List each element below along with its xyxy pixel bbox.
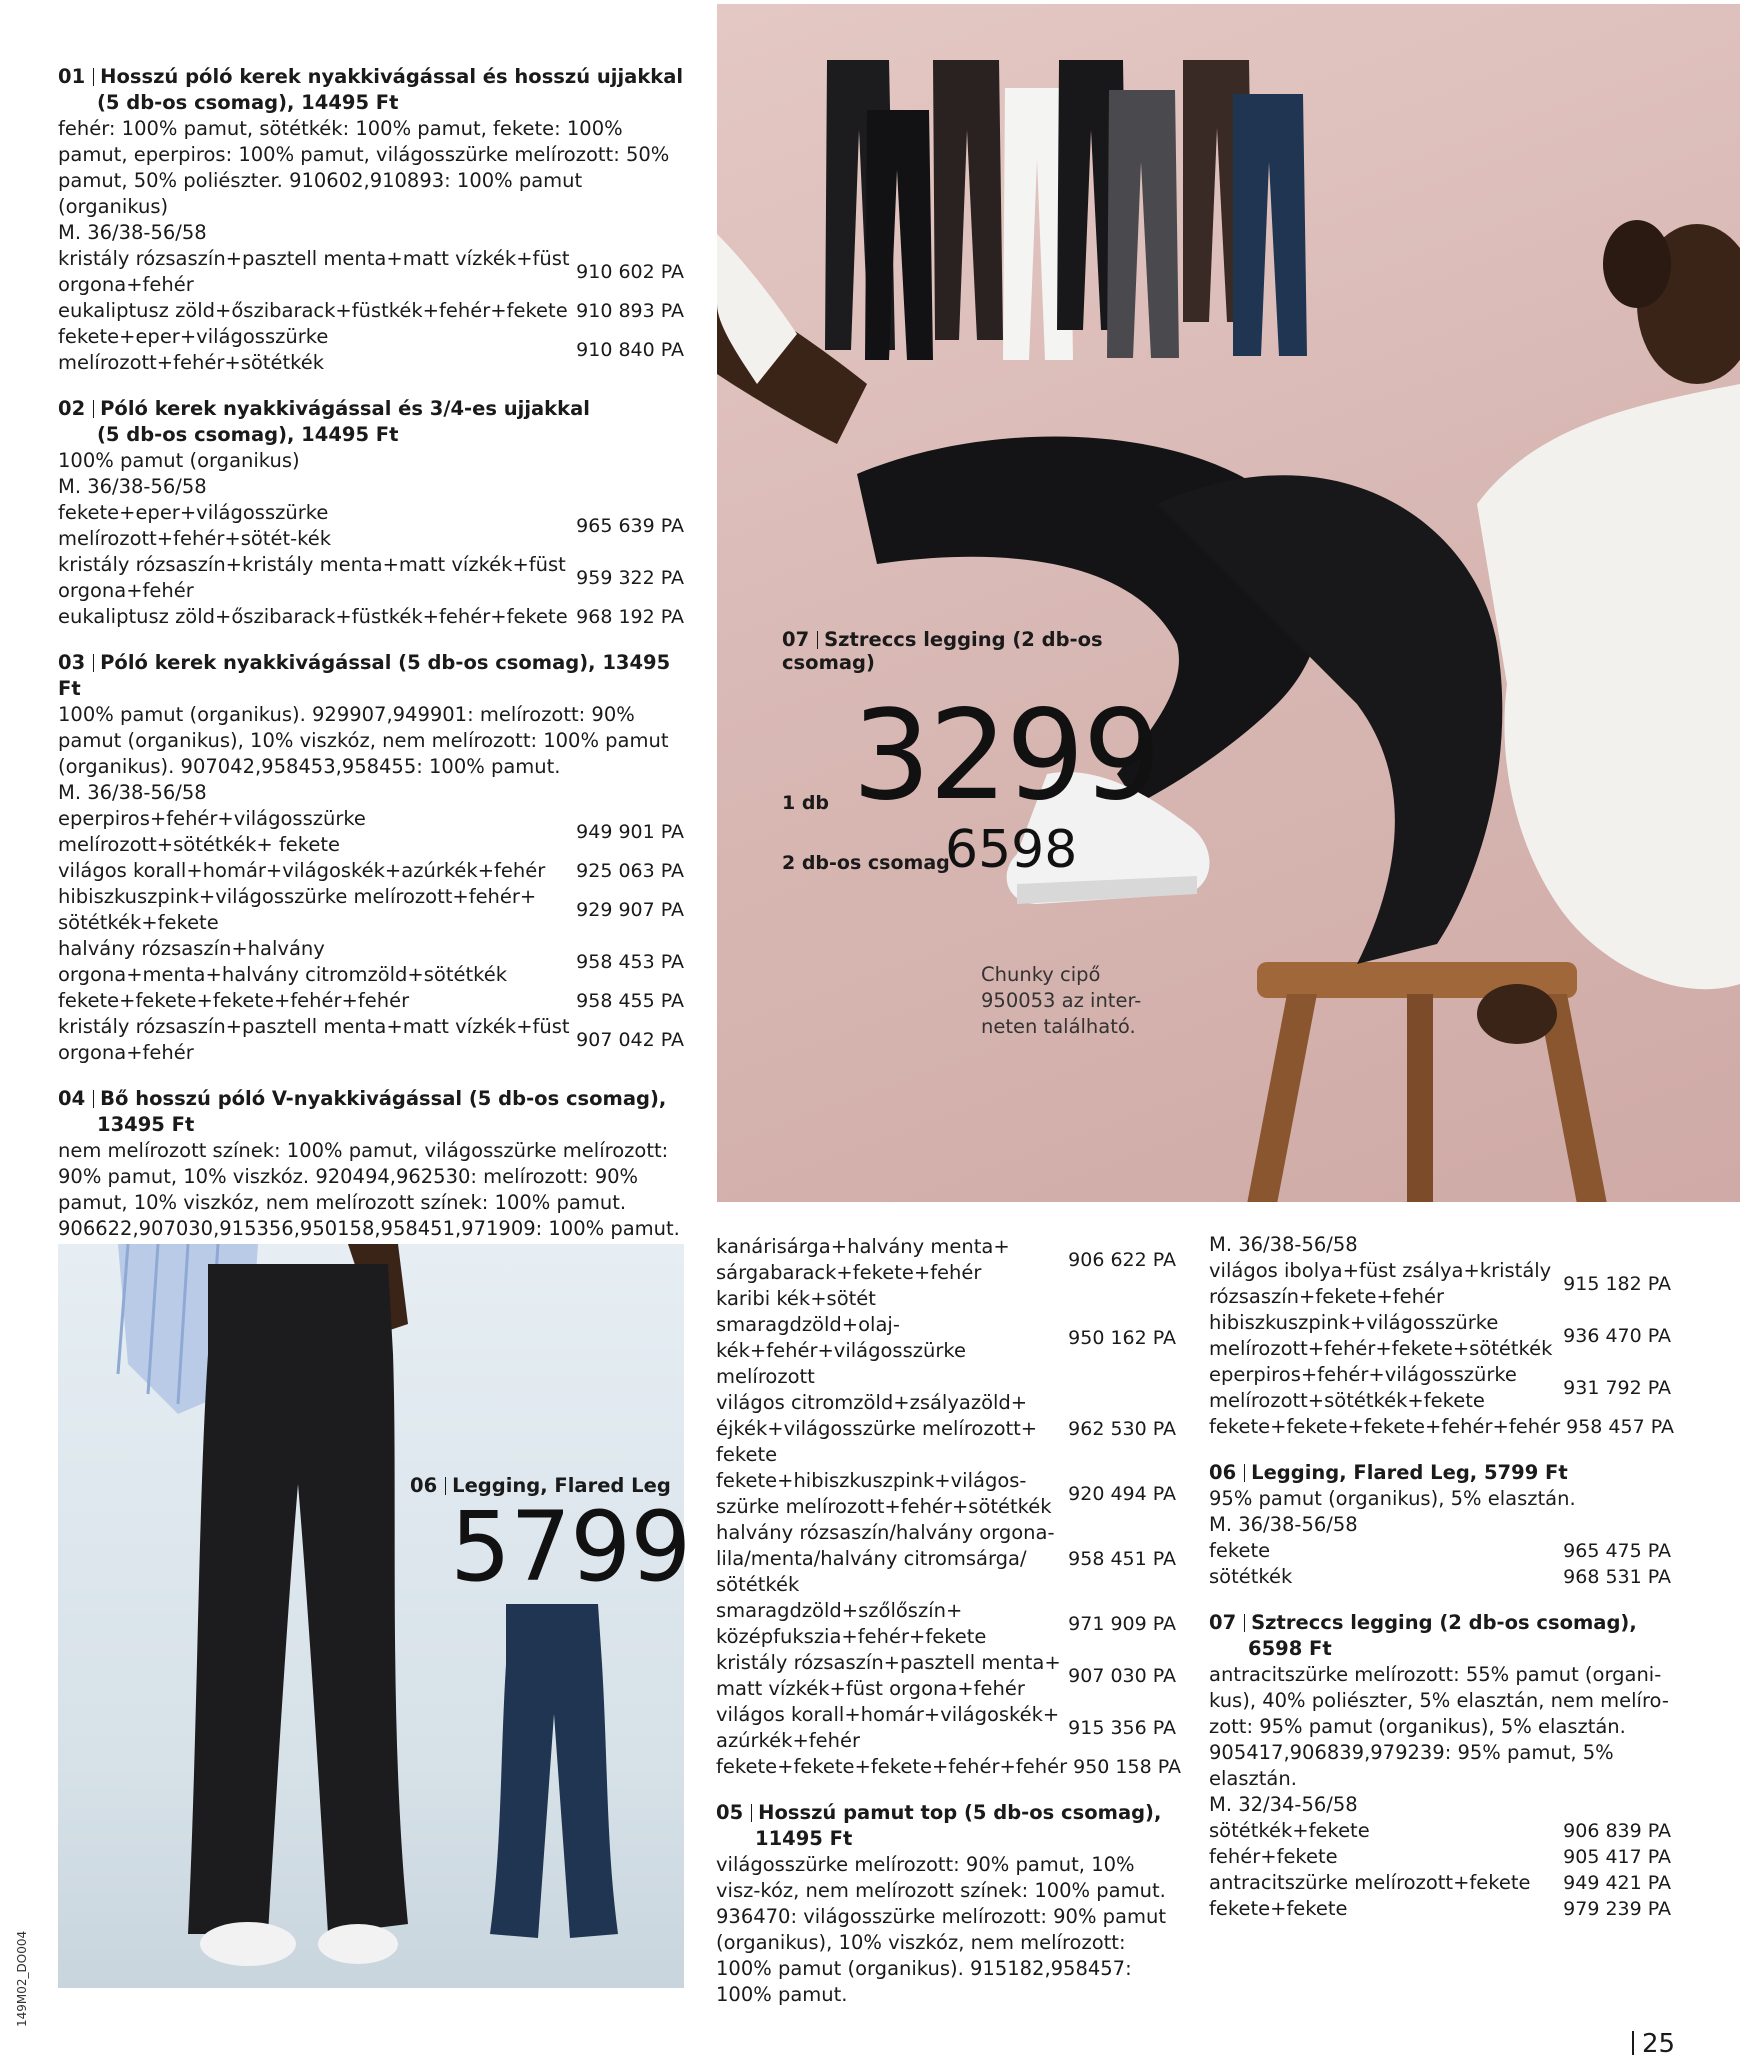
product-number: 04 — [58, 1090, 94, 1108]
variant-code: 968 531 PA — [1563, 1566, 1671, 1588]
model-face — [1603, 220, 1671, 308]
product-05-heading — [716, 1800, 1176, 1852]
page-number-bar — [1632, 2031, 1634, 2055]
column-2 — [716, 1234, 1181, 2028]
variant-code: 906 839 PA — [1563, 1820, 1671, 1842]
promo-07-prices — [782, 674, 1202, 914]
variant-code: 965 475 PA — [1563, 1540, 1671, 1562]
product-02 — [58, 396, 684, 630]
variant-colors: kristály rózsaszín+pasztell menta+matt vízkék+füst orgona+fehér — [58, 247, 570, 296]
variant-colors: fekete+eper+világosszürke melírozott+fehér+sötétkék — [58, 325, 329, 374]
variant-code: 949 901 PA — [576, 821, 684, 843]
product-04 — [58, 1086, 684, 1268]
variant-code: 907 042 PA — [576, 1029, 684, 1051]
variant-code: 910 602 PA — [576, 261, 684, 283]
variant-code: 950 158 PA — [1073, 1756, 1181, 1778]
variant-colors: fekete+fekete — [1209, 1897, 1348, 1920]
model-hand — [1477, 984, 1557, 1044]
size-range: M. 36/38-56/58 — [58, 221, 207, 244]
variant-row — [1209, 1870, 1671, 1896]
variant-row — [58, 936, 684, 988]
single-label: 1 db — [782, 792, 830, 814]
variant-colors: fekete — [1209, 1539, 1271, 1562]
side-code: 149M02_DO004 — [15, 1930, 29, 2027]
variant-code: 949 421 PA — [1563, 1872, 1671, 1894]
promo-06 — [410, 1474, 691, 1603]
variant-row — [58, 324, 684, 376]
variant-colors: világos citromzöld+zsályazöld+ éjkék+világosszürke melírozott+ fekete — [716, 1391, 1038, 1466]
flared-price: 5799 — [450, 1491, 691, 1603]
variant-row — [716, 1598, 1176, 1650]
variant-code: 920 494 PA — [1068, 1483, 1176, 1505]
variant-colors: smaragdzöld+szőlőszín+ középfukszia+fehér+fekete — [716, 1599, 987, 1648]
variant-row — [716, 1754, 1181, 1780]
variant-row — [1209, 1538, 1671, 1564]
page-number — [1632, 2030, 1675, 2058]
variant-row — [716, 1520, 1176, 1598]
variant-row — [58, 858, 684, 884]
variant-code: 962 530 PA — [1068, 1418, 1176, 1440]
size-range: M. 36/38-56/58 — [1209, 1513, 1358, 1536]
variant-row — [58, 806, 684, 858]
variant-colors: eperpiros+fehér+világosszürke melírozott+sötétkék+fekete — [1209, 1363, 1517, 1412]
product-number: 01 — [58, 68, 94, 86]
variant-colors: fekete+eper+világosszürke melírozott+fehér+sötét-kék — [58, 501, 332, 550]
variant-colors: sötétkék — [1209, 1565, 1293, 1588]
product-title: Póló kerek nyakkivágással és 3/4-es ujjakkal — [100, 397, 590, 420]
variant-row — [716, 1650, 1176, 1702]
sneaker-right — [318, 1924, 398, 1964]
folded-leggings — [825, 60, 1307, 360]
size-range: M. 36/38-56/58 — [1209, 1233, 1358, 1256]
variant-code: 959 322 PA — [576, 567, 684, 589]
variant-colors: fekete+fekete+fekete+fehér+fehér — [716, 1755, 1068, 1778]
column-3 — [1209, 1232, 1674, 1942]
product-05 — [716, 1800, 1176, 2008]
variant-colors: hibiszkuszpink+világosszürke melírozott+fehér+ sötétkék+fekete — [58, 885, 537, 934]
promo-number: 07 — [782, 631, 818, 649]
product-subtitle: 13495 Ft — [97, 1113, 195, 1136]
variant-colors: halvány rózsaszín+halvány orgona+menta+halvány citromzöld+sötétkék — [58, 937, 508, 986]
variant-row — [716, 1286, 1176, 1390]
variant-code: 915 356 PA — [1068, 1717, 1176, 1739]
product-subtitle: (5 db-os csomag), 14495 Ft — [97, 91, 399, 114]
product-number: 02 — [58, 400, 94, 418]
product-title: Póló kerek nyakkivágással (5 db-os csomag), 13495 Ft — [58, 651, 671, 700]
product-subtitle: 11495 Ft — [755, 1827, 853, 1850]
photo-illustration — [717, 4, 1740, 1202]
product-number: 07 — [1209, 1614, 1245, 1632]
wooden-stool — [1247, 962, 1607, 1202]
variant-colors: kristály rózsaszín+kristály menta+matt vízkék+füst orgona+fehér — [58, 553, 566, 602]
variant-row — [58, 552, 684, 604]
shoe-note: Chunky cipő 950053 az inter-neten található. — [981, 963, 1142, 1038]
variant-row — [58, 988, 684, 1014]
product-title: Hosszú póló kerek nyakkivágással és hosszú ujjakkal — [100, 65, 684, 88]
product-02-heading — [58, 396, 684, 448]
product-04-variants — [716, 1234, 1181, 1780]
variant-code: 915 182 PA — [1563, 1273, 1671, 1295]
product-03 — [58, 650, 684, 1066]
variant-code: 905 417 PA — [1563, 1846, 1671, 1868]
variant-colors: fehér+fekete — [1209, 1845, 1338, 1868]
variant-row — [716, 1702, 1176, 1754]
variant-row — [58, 884, 684, 936]
product-03-heading — [58, 650, 684, 702]
variant-code: 929 907 PA — [576, 899, 684, 921]
variant-colors: hibiszkuszpink+világosszürke melírozott+fehér+fekete+sötétkék — [1209, 1311, 1553, 1360]
column-1 — [58, 64, 684, 1288]
product-title: Legging, Flared Leg, 5799 Ft — [1251, 1461, 1568, 1484]
flared-photo-illustration — [58, 1244, 684, 1988]
product-01 — [58, 64, 684, 376]
variant-colors: világos korall+homár+világoskék+ azúrkék+fehér — [716, 1703, 1060, 1752]
variant-code: 950 162 PA — [1068, 1327, 1176, 1349]
variant-colors: kristály rózsaszín+pasztell menta+matt vízkék+füst orgona+fehér — [58, 1015, 570, 1064]
variant-colors: kanárisárga+halvány menta+ sárgabarack+fekete+fehér — [716, 1235, 1010, 1284]
pack-price: 6598 — [945, 820, 1078, 880]
product-07-heading — [1209, 1610, 1671, 1662]
size-range: M. 36/38-56/58 — [58, 475, 207, 498]
product-subtitle: (5 db-os csomag), 14495 Ft — [97, 423, 399, 446]
product-desc: antracitszürke melírozott: 55% pamut (organi-kus), 40% poliészter, 5% elasztán, nem melíro-zott: 95% pamut (organikus), 5% elasztán. 905417,906839,979239: 95% pamut, 5% elasztán. — [1209, 1663, 1669, 1790]
variant-code: 971 909 PA — [1068, 1613, 1176, 1635]
variant-code: 958 457 PA — [1566, 1416, 1674, 1438]
variant-colors: karibi kék+sötét smaragdzöld+olaj-kék+fehér+világosszürke melírozott — [716, 1287, 966, 1388]
promo-title: Sztreccs legging (2 db-os csomag) — [782, 628, 1103, 674]
variant-colors: eukaliptusz zöld+őszibarack+füstkék+fehér+fekete — [58, 299, 568, 322]
variant-code: 936 470 PA — [1563, 1325, 1671, 1347]
variant-colors: fekete+hibiszkuszpink+világos-szürke melírozott+fehér+sötétkék — [716, 1469, 1052, 1518]
variant-colors: világos korall+homár+világoskék+azúrkék+fehér — [58, 859, 546, 882]
product-07 — [1209, 1610, 1671, 1922]
variant-colors: fekete+fekete+fekete+fehér+fehér — [1209, 1415, 1561, 1438]
variant-code: 965 639 PA — [576, 515, 684, 537]
variant-code: 906 622 PA — [1068, 1249, 1176, 1271]
product-06 — [1209, 1460, 1671, 1590]
variant-code: 958 453 PA — [576, 951, 684, 973]
variant-colors: eukaliptusz zöld+őszibarack+füstkék+fehér+fekete — [58, 605, 568, 628]
variant-row — [58, 298, 684, 324]
variant-colors: antracitszürke melírozott+fekete — [1209, 1871, 1531, 1894]
variant-row — [1209, 1310, 1671, 1362]
product-04-heading — [58, 1086, 684, 1138]
variant-colors: világos ibolya+füst zsálya+kristály rózsaszín+fekete+fehér — [1209, 1259, 1552, 1308]
product-title: Bő hosszú póló V-nyakkivágással (5 db-os csomag), — [100, 1087, 667, 1110]
variant-code: 925 063 PA — [576, 860, 684, 882]
product-title: Hosszú pamut top (5 db-os csomag), — [758, 1801, 1162, 1824]
product-title: Sztreccs legging (2 db-os csomag), — [1251, 1611, 1637, 1634]
product-number: 06 — [1209, 1464, 1245, 1482]
product-05-variants — [1209, 1232, 1674, 1440]
flared-legging-product — [490, 1604, 618, 1938]
product-06-heading — [1209, 1460, 1671, 1486]
variant-code: 931 792 PA — [1563, 1377, 1671, 1399]
variant-code: 910 893 PA — [576, 300, 684, 322]
product-subtitle: 6598 Ft — [1248, 1637, 1332, 1660]
variant-row — [716, 1468, 1176, 1520]
variant-colors: kristály rózsaszín+pasztell menta+ matt vízkék+füst orgona+fehér — [716, 1651, 1061, 1700]
variant-code: 968 192 PA — [576, 606, 684, 628]
variant-colors: halvány rózsaszín/halvány orgona-lila/menta/halvány citromsárga/ sötétkék — [716, 1521, 1055, 1596]
page-number-text: 25 — [1642, 2029, 1676, 2059]
promo-07-title-row — [782, 628, 1202, 674]
product-01-heading — [58, 64, 684, 116]
product-desc: fehér: 100% pamut, sötétkék: 100% pamut, fekete: 100% pamut, eperpiros: 100% pamut, világosszürke melírozott: 50% pamut, 50% poliészter. 910602,910893: 100% pamut (organikus) — [58, 117, 670, 218]
product-desc: világosszürke melírozott: 90% pamut, 10% visz-kóz, nem melírozott színek: 100% pamut. 936470: világosszürke melírozott: 90% pamut (organikus), 10% viszkóz, nem melírozott: 100% pamut (organikus). 915182,958457: 100% pamut. — [716, 1853, 1167, 2006]
flared-legging-worn — [188, 1264, 408, 1934]
pack-label: 2 db-os csomag — [782, 852, 950, 874]
leggings-model-photo — [717, 4, 1740, 1202]
variant-row — [1209, 1362, 1671, 1414]
variant-row — [1209, 1896, 1671, 1922]
product-number: 05 — [716, 1804, 752, 1822]
variant-row — [1209, 1414, 1674, 1440]
variant-code: 907 030 PA — [1068, 1665, 1176, 1687]
variant-row — [1209, 1844, 1671, 1870]
variant-row — [716, 1234, 1176, 1286]
product-desc: nem melírozott színek: 100% pamut, világosszürke melírozott: 90% pamut, 10% viszkóz. 920494,962530: melírozott: 90% pamut, 10% viszkóz, nem melírozott színek: 100% pamut. 906622,907030,915356,950158,958451,971909: 100% pamut. — [58, 1139, 680, 1240]
promo-07 — [782, 628, 1202, 914]
variant-code: 958 455 PA — [576, 990, 684, 1012]
variant-colors: sötétkék+fekete — [1209, 1819, 1370, 1842]
variant-row — [1209, 1818, 1671, 1844]
variant-colors: fekete+fekete+fekete+fehér+fehér — [58, 989, 410, 1012]
promo-number: 06 — [410, 1477, 446, 1495]
variant-colors: eperpiros+fehér+világosszürke melírozott+sötétkék+ fekete — [58, 807, 366, 856]
single-price: 3299 — [852, 684, 1160, 828]
product-desc: 100% pamut (organikus) — [58, 449, 300, 472]
product-number: 03 — [58, 654, 94, 672]
variant-row — [1209, 1258, 1671, 1310]
flared-legging-photo — [58, 1244, 684, 1988]
product-desc: 95% pamut (organikus), 5% elasztán. — [1209, 1487, 1576, 1510]
variant-code: 958 451 PA — [1068, 1548, 1176, 1570]
variant-row — [58, 604, 684, 630]
size-range: M. 36/38-56/58 — [58, 781, 207, 804]
variant-row — [58, 1014, 684, 1066]
variant-code: 910 840 PA — [576, 339, 684, 361]
product-desc: 100% pamut (organikus). 929907,949901: melírozott: 90% pamut (organikus), 10% viszkóz, nem melírozott: 100% pamut (organikus). 907042,958453,958455: 100% pamut. — [58, 703, 669, 778]
size-range: M. 32/34-56/58 — [1209, 1793, 1358, 1816]
variant-row — [716, 1390, 1176, 1468]
variant-row — [58, 500, 684, 552]
variant-row — [1209, 1564, 1671, 1590]
sneaker-left — [200, 1922, 296, 1966]
promo-title: Legging, Flared Leg — [452, 1474, 671, 1497]
variant-code: 979 239 PA — [1563, 1898, 1671, 1920]
variant-row — [58, 246, 684, 298]
